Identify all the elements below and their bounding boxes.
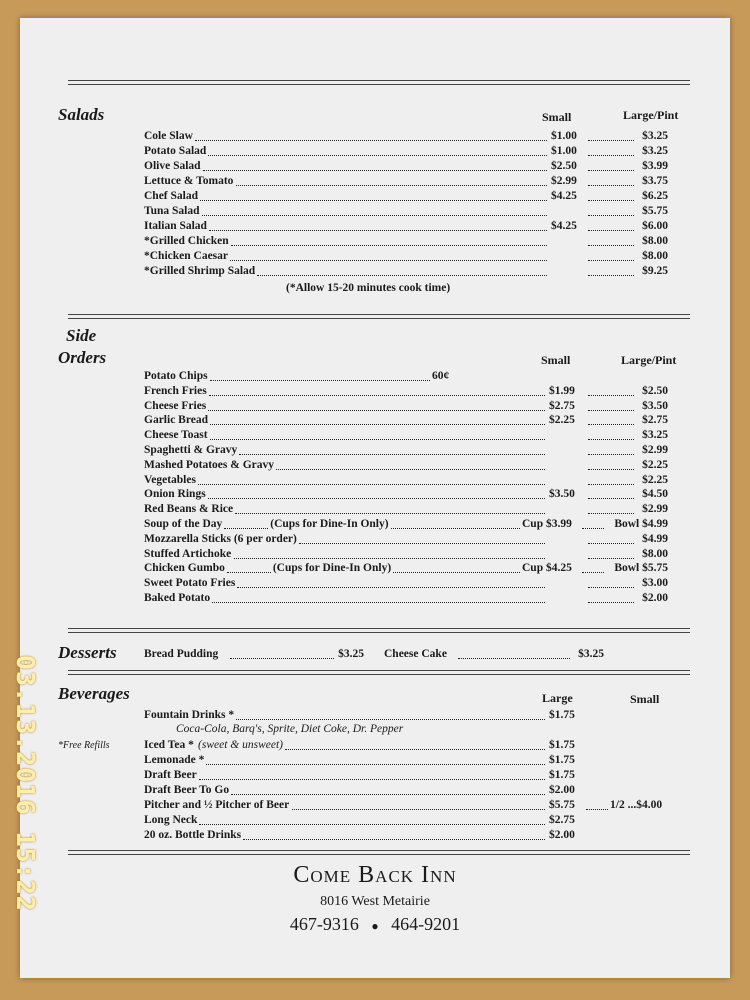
leader-dots	[195, 140, 547, 141]
item-name: *Grilled Shrimp Salad	[144, 265, 256, 277]
leader-dots	[588, 230, 634, 231]
item-name: 20 oz. Bottle Drinks	[144, 829, 242, 841]
leader-dots	[588, 215, 634, 216]
price-large: $3.00	[642, 577, 668, 590]
beverages-col-large: Large	[542, 691, 573, 705]
price-large: $2.25	[642, 458, 668, 471]
price-large: $2.75	[642, 414, 668, 427]
leader-dots	[458, 658, 570, 659]
phone-1: 467-9316	[289, 914, 359, 934]
menu-item-row	[144, 204, 668, 219]
item-name: Potato Salad	[144, 145, 207, 157]
leader-dots	[210, 439, 545, 440]
item-note: (Cups for Dine-In Only)	[270, 518, 389, 530]
leader-dots	[224, 528, 268, 529]
item-name: Vegetables	[144, 473, 196, 486]
beverages-col-small: Small	[630, 692, 660, 706]
item-name: Mashed Potatoes & Gravy	[144, 458, 274, 471]
leader-dots	[198, 484, 545, 485]
menu-item-row	[144, 798, 684, 813]
price-large: $2.25	[642, 473, 668, 486]
section-divider	[68, 850, 690, 855]
menu-item-row	[144, 576, 668, 591]
item-name: Olive Salad	[144, 160, 201, 172]
leader-dots	[588, 484, 634, 485]
price-bowl: Bowl $4.99	[614, 518, 668, 530]
leader-dots	[235, 513, 545, 514]
item-name: Potato Chips	[144, 370, 208, 382]
item-name: Draft Beer	[144, 769, 197, 781]
leader-dots	[243, 839, 545, 840]
price-large: $3.25	[642, 429, 668, 442]
item-name: *Chicken Caesar	[144, 250, 229, 262]
menu-item-row	[144, 828, 684, 843]
item-name: Chef Salad	[144, 190, 198, 202]
item-note: (Cups for Dine-In Only)	[272, 562, 392, 575]
menu-item-row	[144, 399, 668, 414]
price-small: $2.75	[549, 399, 575, 412]
leader-dots	[276, 469, 545, 470]
leader-dots	[208, 155, 547, 156]
leader-dots	[588, 602, 634, 603]
section-divider	[68, 314, 690, 319]
leader-dots	[208, 498, 545, 499]
leader-dots	[588, 140, 634, 141]
leader-dots	[236, 719, 545, 720]
menu-item-row	[144, 443, 668, 458]
leader-dots	[199, 824, 545, 825]
leader-dots	[257, 275, 547, 276]
free-refills-note: *Free Refills	[58, 740, 110, 751]
price-large: $2.00	[549, 829, 575, 841]
price-large: $5.75	[549, 799, 575, 811]
cook-time-note: (*Allow 15-20 minutes cook time)	[286, 282, 451, 294]
price-large: $4.50	[642, 488, 668, 501]
price-large: $6.25	[642, 190, 668, 202]
item-name: Mozzarella Sticks (6 per order)	[144, 532, 297, 545]
leader-dots	[588, 498, 634, 499]
price-small: $4.25	[551, 220, 577, 232]
price-large: $3.75	[642, 175, 668, 187]
restaurant-address: 8016 West Metairie	[320, 894, 430, 909]
item-name: Pitcher and ½ Pitcher of Beer	[144, 799, 290, 811]
leader-dots	[210, 380, 430, 381]
price-cup: Cup $3.99	[522, 518, 572, 530]
sides-col-large: Large/Pint	[621, 353, 677, 367]
price-large: $1.75	[549, 709, 575, 721]
leader-dots	[393, 572, 520, 573]
menu-item-row	[144, 428, 668, 443]
menu-item-row	[144, 813, 684, 828]
sides-col-small: Small	[541, 353, 571, 367]
item-name: Cole Slaw	[144, 130, 193, 142]
desserts-title: Desserts	[58, 643, 117, 662]
item-name: Lettuce & Tomato	[144, 175, 234, 187]
leader-dots	[588, 587, 634, 588]
item-name: Cheese Toast	[144, 429, 208, 442]
menu-item-row	[144, 234, 668, 249]
leader-dots	[227, 572, 271, 573]
leader-dots	[230, 658, 334, 659]
restaurant-name: Come Back Inn	[293, 862, 457, 888]
menu-item-row	[144, 547, 668, 562]
item-name: Spaghetti & Gravy	[144, 444, 238, 456]
beverages-title: Beverages	[58, 684, 130, 703]
menu-item-row	[144, 413, 668, 428]
item-name: Chicken Gumbo	[144, 562, 225, 575]
item-name: Long Neck	[144, 814, 198, 826]
item-name: Cheese Fries	[144, 399, 207, 412]
item-name: Draft Beer To Go	[144, 784, 230, 796]
leader-dots	[588, 558, 634, 559]
item-name: Red Beans & Rice	[144, 503, 234, 516]
price-large: $2.75	[549, 814, 575, 826]
sides-title-line2: Orders	[58, 348, 107, 367]
leader-dots	[588, 410, 634, 411]
leader-dots	[586, 809, 608, 810]
item-name: Lemonade *	[144, 754, 205, 766]
menu-item-row	[144, 783, 684, 798]
leader-dots	[588, 513, 634, 514]
bullet-separator: ●	[371, 919, 379, 933]
item-name: Stuffed Artichoke	[144, 547, 232, 560]
item-name: Soup of the Day	[144, 518, 223, 530]
leader-dots	[588, 454, 634, 455]
leader-dots	[588, 245, 634, 246]
item-name: Garlic Bread	[144, 414, 208, 427]
menu-item-row	[144, 249, 668, 264]
menu-item-row	[144, 159, 668, 174]
price-small: $2.50	[551, 160, 577, 172]
price-large: $1.75	[549, 754, 575, 766]
leader-dots	[588, 439, 634, 440]
price-large: $6.00	[642, 220, 668, 232]
price-large: $2.50	[642, 384, 668, 397]
menu-item-row	[144, 753, 684, 768]
dessert-item	[384, 647, 604, 662]
leader-dots	[200, 200, 547, 201]
leader-dots	[202, 215, 547, 216]
menu-item-row	[144, 174, 668, 189]
price-small: $1.99	[549, 384, 575, 397]
salads-col-small: Small	[542, 110, 572, 124]
leader-dots	[588, 200, 634, 201]
price-large: $3.25	[642, 130, 668, 142]
price-large: $3.50	[642, 399, 668, 412]
price-large: $1.75	[549, 739, 575, 751]
item-name: Sweet Potato Fries	[144, 577, 236, 590]
menu-item-row	[144, 473, 668, 488]
leader-dots	[212, 602, 545, 603]
dessert-name: Cheese Cake	[384, 648, 447, 660]
price-cup: Cup $4.25	[522, 562, 572, 575]
price-large: $3.25	[642, 145, 668, 157]
photo-timestamp: 03.13.2016 15:22	[11, 655, 40, 912]
dessert-name: Bread Pudding	[144, 648, 219, 660]
price-large: $5.75	[642, 205, 668, 217]
section-divider	[68, 80, 690, 85]
menu-item-row	[144, 502, 668, 517]
restaurant-phones	[20, 914, 730, 935]
leader-dots	[239, 454, 545, 455]
leader-dots	[588, 275, 634, 276]
price-large: $2.99	[642, 444, 668, 456]
item-name: Tuna Salad	[144, 205, 200, 217]
item-name: Baked Potato	[144, 592, 211, 604]
leader-dots	[588, 185, 634, 186]
menu-item-row	[144, 219, 668, 234]
price-large: $8.00	[642, 250, 668, 262]
sides-title-line1: Side	[66, 326, 97, 345]
menu-item-row	[144, 561, 668, 576]
leader-dots	[206, 764, 545, 765]
menu-item-row	[144, 487, 668, 502]
menu-item-row	[144, 532, 668, 547]
leader-dots	[292, 809, 545, 810]
price-large: $3.99	[642, 160, 668, 172]
price-small: 1/2 ...$4.00	[610, 799, 663, 811]
price: 60¢	[432, 370, 450, 382]
price-small: $2.99	[551, 175, 577, 187]
item-note: (sweet & unsweet)	[198, 739, 283, 751]
menu-item-row	[144, 264, 668, 279]
section-divider	[68, 628, 690, 633]
menu-item-row	[144, 591, 668, 606]
price-large: $2.00	[642, 592, 668, 604]
leader-dots	[234, 558, 545, 559]
item-name: Iced Tea *	[144, 739, 194, 751]
soda-list: Coca-Cola, Barq's, Sprite, Diet Coke, Dr. Pepper	[176, 723, 404, 735]
salads-title: Salads	[58, 105, 105, 124]
price-large: $4.99	[642, 532, 668, 545]
leader-dots	[209, 395, 545, 396]
leader-dots	[285, 749, 545, 750]
menu-item-row	[144, 384, 668, 399]
menu-item-row	[144, 768, 684, 783]
leader-dots	[231, 245, 547, 246]
price-small: $4.25	[551, 190, 577, 202]
menu-item-row	[144, 708, 684, 723]
leader-dots	[588, 395, 634, 396]
dessert-price: $3.25	[578, 648, 604, 660]
phone-2: 464-9201	[391, 914, 461, 934]
leader-dots	[208, 410, 545, 411]
dessert-item	[144, 647, 364, 662]
item-name: Onion Rings	[144, 488, 206, 501]
price-large: $9.25	[642, 265, 668, 277]
leader-dots	[582, 528, 604, 529]
price-small: $2.25	[549, 414, 575, 427]
menu-item-row	[144, 129, 668, 144]
menu-item-row	[144, 189, 668, 204]
leader-dots	[588, 543, 634, 544]
menu-item-row	[144, 517, 668, 532]
price-large: $2.99	[642, 503, 668, 516]
item-name: *Grilled Chicken	[144, 235, 229, 247]
price-large: $2.00	[549, 784, 575, 796]
menu-item-row	[144, 144, 668, 159]
leader-dots	[210, 424, 545, 425]
item-name: French Fries	[144, 384, 207, 397]
price-large: $8.00	[642, 235, 668, 247]
leader-dots	[391, 528, 520, 529]
menu-item-row	[144, 458, 668, 473]
item-name: Fountain Drinks *	[144, 709, 235, 721]
leader-dots	[203, 170, 547, 171]
leader-dots	[299, 543, 545, 544]
price-large: $1.75	[549, 769, 575, 781]
price-bowl: Bowl $5.75	[614, 562, 668, 575]
section-divider	[68, 670, 690, 675]
menu-item-row	[144, 369, 668, 384]
price-small: $1.00	[551, 130, 577, 142]
item-name: Italian Salad	[144, 220, 207, 232]
leader-dots	[237, 587, 545, 588]
leader-dots	[236, 185, 547, 186]
leader-dots	[231, 794, 545, 795]
leader-dots	[588, 155, 634, 156]
leader-dots	[199, 779, 545, 780]
leader-dots	[230, 260, 547, 261]
price-small: $3.50	[549, 488, 575, 501]
leader-dots	[582, 572, 604, 573]
price-large: $8.00	[642, 547, 668, 560]
leader-dots	[588, 424, 634, 425]
menu-item-row	[144, 738, 684, 753]
price-small: $1.00	[551, 145, 577, 157]
dessert-price: $3.25	[338, 648, 364, 660]
salads-col-large: Large/Pint	[623, 108, 679, 122]
leader-dots	[588, 170, 634, 171]
leader-dots	[588, 260, 634, 261]
leader-dots	[209, 230, 547, 231]
menu-sheet	[20, 18, 730, 978]
leader-dots	[588, 469, 634, 470]
